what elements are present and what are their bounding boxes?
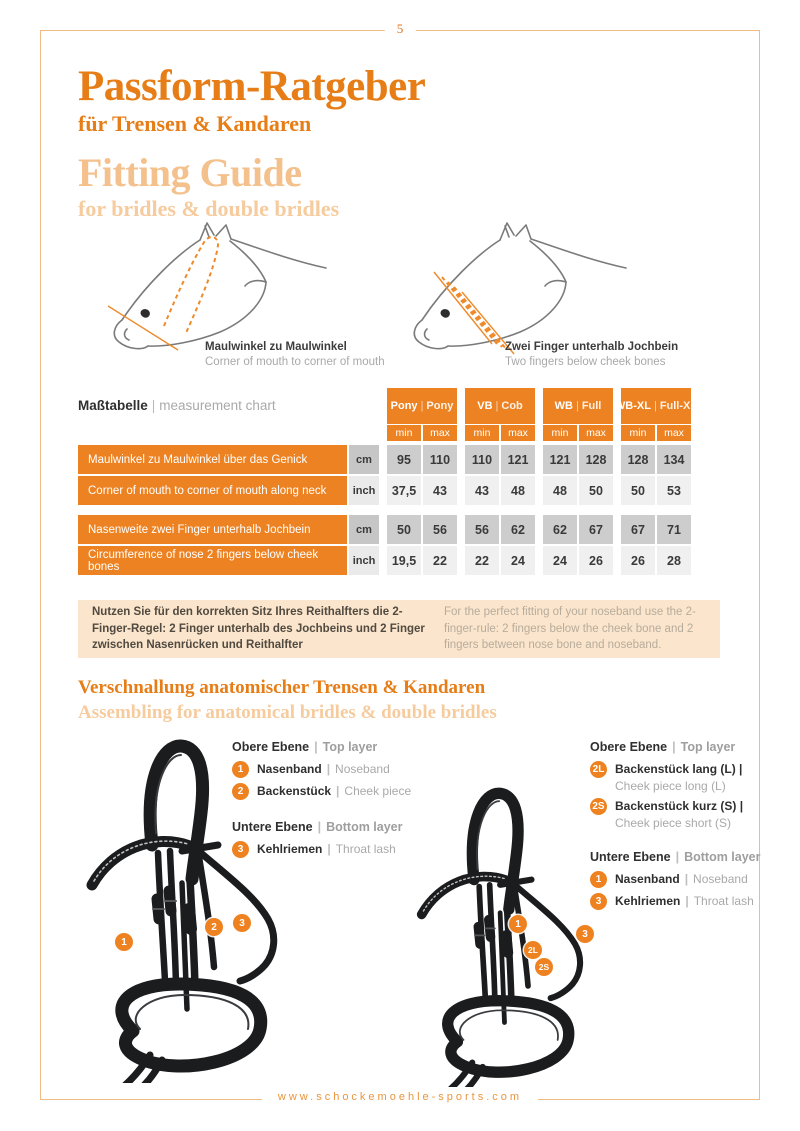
marker-throatlash: 3 bbox=[576, 925, 594, 943]
pipe-separator: | bbox=[317, 820, 322, 834]
value-cell: 128 bbox=[579, 445, 613, 474]
legend-item bbox=[232, 784, 412, 800]
row-unit: cm bbox=[349, 515, 379, 544]
legend-item-de: Nasenband bbox=[257, 762, 322, 776]
note-text-de: Nutzen Sie für den korrekten Sitz Ihres Reithalfters die 2-Finger-Regel: 2 Finger unterhalb des Jochbeins und 2 Finger zwischen Nasenrücken und Reithalfter bbox=[92, 606, 425, 652]
value-cell: 43 bbox=[423, 476, 457, 505]
value-cell: 110 bbox=[423, 445, 457, 474]
group-label-de: Pony bbox=[390, 400, 418, 412]
value-cell: 67 bbox=[621, 515, 655, 544]
row-label: Corner of mouth to corner of mouth along neck bbox=[78, 476, 347, 505]
marker-noseband: 1 bbox=[115, 933, 133, 951]
pipe-separator: | bbox=[327, 842, 331, 856]
pipe-separator: | bbox=[495, 400, 499, 412]
minmax-header: min bbox=[465, 425, 499, 441]
figure-caption-right bbox=[505, 341, 725, 368]
legend-heading bbox=[590, 850, 770, 864]
value-cell: 28 bbox=[657, 546, 691, 575]
horse-head-diagram-mouth-measure bbox=[106, 220, 336, 360]
value-cell: 56 bbox=[465, 515, 499, 544]
table-spacer bbox=[78, 388, 387, 424]
legend-heading-en: Bottom layer bbox=[326, 820, 403, 834]
value-cell: 95 bbox=[387, 445, 421, 474]
value-cell: 22 bbox=[465, 546, 499, 575]
group-label-de: WB-XL bbox=[614, 400, 651, 412]
group-label-en: Full-XL bbox=[659, 400, 698, 412]
legend-item-text bbox=[615, 762, 742, 793]
figure-caption-left bbox=[205, 341, 425, 368]
two-finger-rule-note bbox=[78, 600, 720, 658]
group-label-en: Full bbox=[581, 400, 602, 412]
legend-heading-de: Obere Ebene bbox=[590, 740, 668, 754]
value-cell: 24 bbox=[501, 546, 535, 575]
table-row bbox=[78, 445, 708, 474]
legend-item bbox=[232, 762, 412, 778]
marker-throatlash: 3 bbox=[233, 914, 251, 932]
value-cell: 26 bbox=[579, 546, 613, 575]
page-subtitle-de: für Trensen & Kandaren bbox=[78, 111, 312, 137]
table-spacer bbox=[78, 425, 387, 441]
legend-item-de: Kehlriemen bbox=[257, 842, 323, 856]
number-badge: 1 bbox=[590, 871, 607, 888]
minmax-header: min bbox=[621, 425, 655, 441]
pipe-separator: | bbox=[336, 784, 340, 798]
legend-group bbox=[590, 850, 770, 910]
footer-website-link[interactable]: www.schockemoehle-sports.com bbox=[262, 1091, 538, 1103]
bridle-photo-double bbox=[396, 782, 606, 1087]
marker-cheekpiece: 2 bbox=[205, 918, 223, 936]
legend-left bbox=[232, 740, 412, 878]
legend-heading bbox=[232, 820, 412, 834]
table-row bbox=[78, 476, 708, 505]
row-unit: inch bbox=[349, 476, 379, 505]
group-label-de: VB bbox=[477, 400, 493, 412]
page-subtitle-en: for bridles & double bridles bbox=[78, 195, 340, 221]
minmax-header: max bbox=[579, 425, 613, 441]
number-badge: 2 bbox=[232, 783, 249, 800]
row-unit: inch bbox=[349, 546, 379, 575]
legend-right bbox=[590, 740, 770, 930]
row-label: Circumference of nose 2 fingers below cheek bones bbox=[78, 546, 347, 575]
value-cell: 24 bbox=[543, 546, 577, 575]
table-group-header bbox=[465, 388, 535, 424]
table-group-header-row bbox=[78, 388, 708, 424]
value-cell: 67 bbox=[579, 515, 613, 544]
legend-item-de: Nasenband bbox=[615, 872, 680, 886]
marker-cheekpiece-short: 2S bbox=[535, 958, 553, 976]
marker-noseband: 1 bbox=[509, 915, 527, 933]
value-cell: 50 bbox=[579, 476, 613, 505]
number-badge: 3 bbox=[232, 841, 249, 858]
table-row bbox=[78, 515, 708, 544]
value-cell: 22 bbox=[423, 546, 457, 575]
value-cell: 50 bbox=[621, 476, 655, 505]
legend-item-en: Cheek piece short (S) bbox=[615, 816, 732, 830]
table-group-header bbox=[543, 388, 613, 424]
pipe-separator: | bbox=[672, 740, 676, 754]
value-cell: 50 bbox=[387, 515, 421, 544]
legend-heading-de: Untere Ebene bbox=[232, 820, 313, 834]
legend-item-en: Cheek piece long (L) bbox=[615, 779, 726, 793]
legend-group bbox=[232, 740, 412, 800]
pipe-separator: | bbox=[575, 400, 579, 412]
legend-group bbox=[232, 820, 412, 858]
table-title-de: Maßtabelle bbox=[78, 398, 148, 413]
group-label-de: WB bbox=[554, 400, 573, 412]
pipe-separator: | bbox=[684, 872, 689, 886]
group-label-en: Pony bbox=[426, 400, 454, 412]
value-cell: 53 bbox=[657, 476, 691, 505]
note-text-en: For the perfect fitting of your noseband use the 2-finger-rule: 2 fingers below the cheek bone and 2 fingers between nose bone and noseband. bbox=[444, 606, 696, 652]
table-minmax-row bbox=[78, 425, 708, 441]
group-label-en: Cob bbox=[501, 400, 523, 412]
pipe-separator: | bbox=[326, 762, 331, 776]
page-title-de: Passform-Ratgeber bbox=[78, 63, 426, 110]
number-badge: 2S bbox=[590, 798, 607, 815]
legend-heading-en: Top layer bbox=[680, 740, 736, 754]
horse-head-diagram-noseband-measure bbox=[406, 220, 636, 360]
legend-heading-en: Top layer bbox=[322, 740, 378, 754]
legend-item-text bbox=[615, 799, 743, 830]
measurement-table bbox=[78, 388, 708, 575]
legend-item bbox=[590, 872, 770, 888]
caption-en: Corner of mouth to corner of mouth bbox=[205, 356, 385, 368]
number-badge: 3 bbox=[590, 893, 607, 910]
caption-de: Maulwinkel zu Maulwinkel bbox=[205, 341, 347, 353]
value-cell: 56 bbox=[423, 515, 457, 544]
value-cell: 48 bbox=[543, 476, 577, 505]
pipe-separator: | bbox=[653, 400, 657, 412]
legend-item-en: Throat lash bbox=[335, 842, 396, 856]
number-badge: 2L bbox=[590, 761, 607, 778]
minmax-header: min bbox=[387, 425, 421, 441]
value-cell: 110 bbox=[465, 445, 499, 474]
page-number: 5 bbox=[385, 21, 416, 37]
value-cell: 26 bbox=[621, 546, 655, 575]
value-cell: 71 bbox=[657, 515, 691, 544]
legend-item bbox=[590, 762, 770, 793]
legend-item bbox=[590, 799, 770, 830]
row-label: Nasenweite zwei Finger unterhalb Jochbein bbox=[78, 515, 347, 544]
legend-heading-en: Bottom layer bbox=[684, 850, 761, 864]
legend-item bbox=[232, 842, 412, 858]
table-group-header bbox=[614, 388, 698, 424]
value-cell: 134 bbox=[657, 445, 691, 474]
value-cell: 19,5 bbox=[387, 546, 421, 575]
row-label: Maulwinkel zu Maulwinkel über das Genick bbox=[78, 445, 347, 474]
value-cell: 62 bbox=[543, 515, 577, 544]
legend-group bbox=[590, 740, 770, 830]
value-cell: 48 bbox=[501, 476, 535, 505]
pipe-separator: | bbox=[314, 740, 318, 754]
assembly-section-heading bbox=[78, 677, 497, 724]
table-title-en: measurement chart bbox=[159, 398, 276, 413]
legend-heading bbox=[590, 740, 770, 754]
legend-heading bbox=[232, 740, 412, 754]
pipe-separator: | bbox=[675, 850, 680, 864]
table-row bbox=[78, 546, 708, 575]
legend-item-de: Backenstück kurz (S) | bbox=[615, 799, 744, 813]
legend-item-de: Backenstück lang (L) | bbox=[615, 762, 743, 776]
section-title-en: Assembling for anatomical bridles & double bridles bbox=[78, 702, 497, 723]
minmax-header: min bbox=[543, 425, 577, 441]
page-title-en: Fitting Guide bbox=[78, 149, 302, 195]
minmax-header: max bbox=[501, 425, 535, 441]
table-group-header bbox=[387, 388, 457, 424]
value-cell: 62 bbox=[501, 515, 535, 544]
legend-heading-de: Untere Ebene bbox=[590, 850, 671, 864]
minmax-header: max bbox=[423, 425, 457, 441]
value-cell: 128 bbox=[621, 445, 655, 474]
minmax-header: max bbox=[657, 425, 691, 441]
legend-heading-de: Obere Ebene bbox=[232, 740, 310, 754]
value-cell: 37,5 bbox=[387, 476, 421, 505]
row-unit: cm bbox=[349, 445, 379, 474]
legend-item-de: Backenstück bbox=[257, 784, 332, 798]
legend-item bbox=[590, 894, 770, 910]
caption-en: Two fingers below cheek bones bbox=[505, 356, 666, 368]
section-title-de: Verschnallung anatomischer Trensen & Kandaren bbox=[78, 677, 486, 698]
pipe-separator: | bbox=[420, 400, 424, 412]
legend-item-de: Kehlriemen bbox=[615, 894, 681, 908]
pipe-separator: | bbox=[685, 894, 689, 908]
legend-item-en: Noseband bbox=[335, 762, 390, 776]
value-cell: 121 bbox=[543, 445, 577, 474]
caption-de: Zwei Finger unterhalb Jochbein bbox=[505, 341, 679, 353]
marker-cheekpiece-long: 2L bbox=[524, 941, 542, 959]
legend-item-en: Cheek piece bbox=[344, 784, 412, 798]
pipe-separator: | bbox=[151, 398, 156, 413]
legend-item-en: Throat lash bbox=[693, 894, 754, 908]
header bbox=[78, 64, 425, 222]
value-cell: 121 bbox=[501, 445, 535, 474]
legend-item-en: Noseband bbox=[693, 872, 748, 886]
value-cell: 43 bbox=[465, 476, 499, 505]
number-badge: 1 bbox=[232, 761, 249, 778]
